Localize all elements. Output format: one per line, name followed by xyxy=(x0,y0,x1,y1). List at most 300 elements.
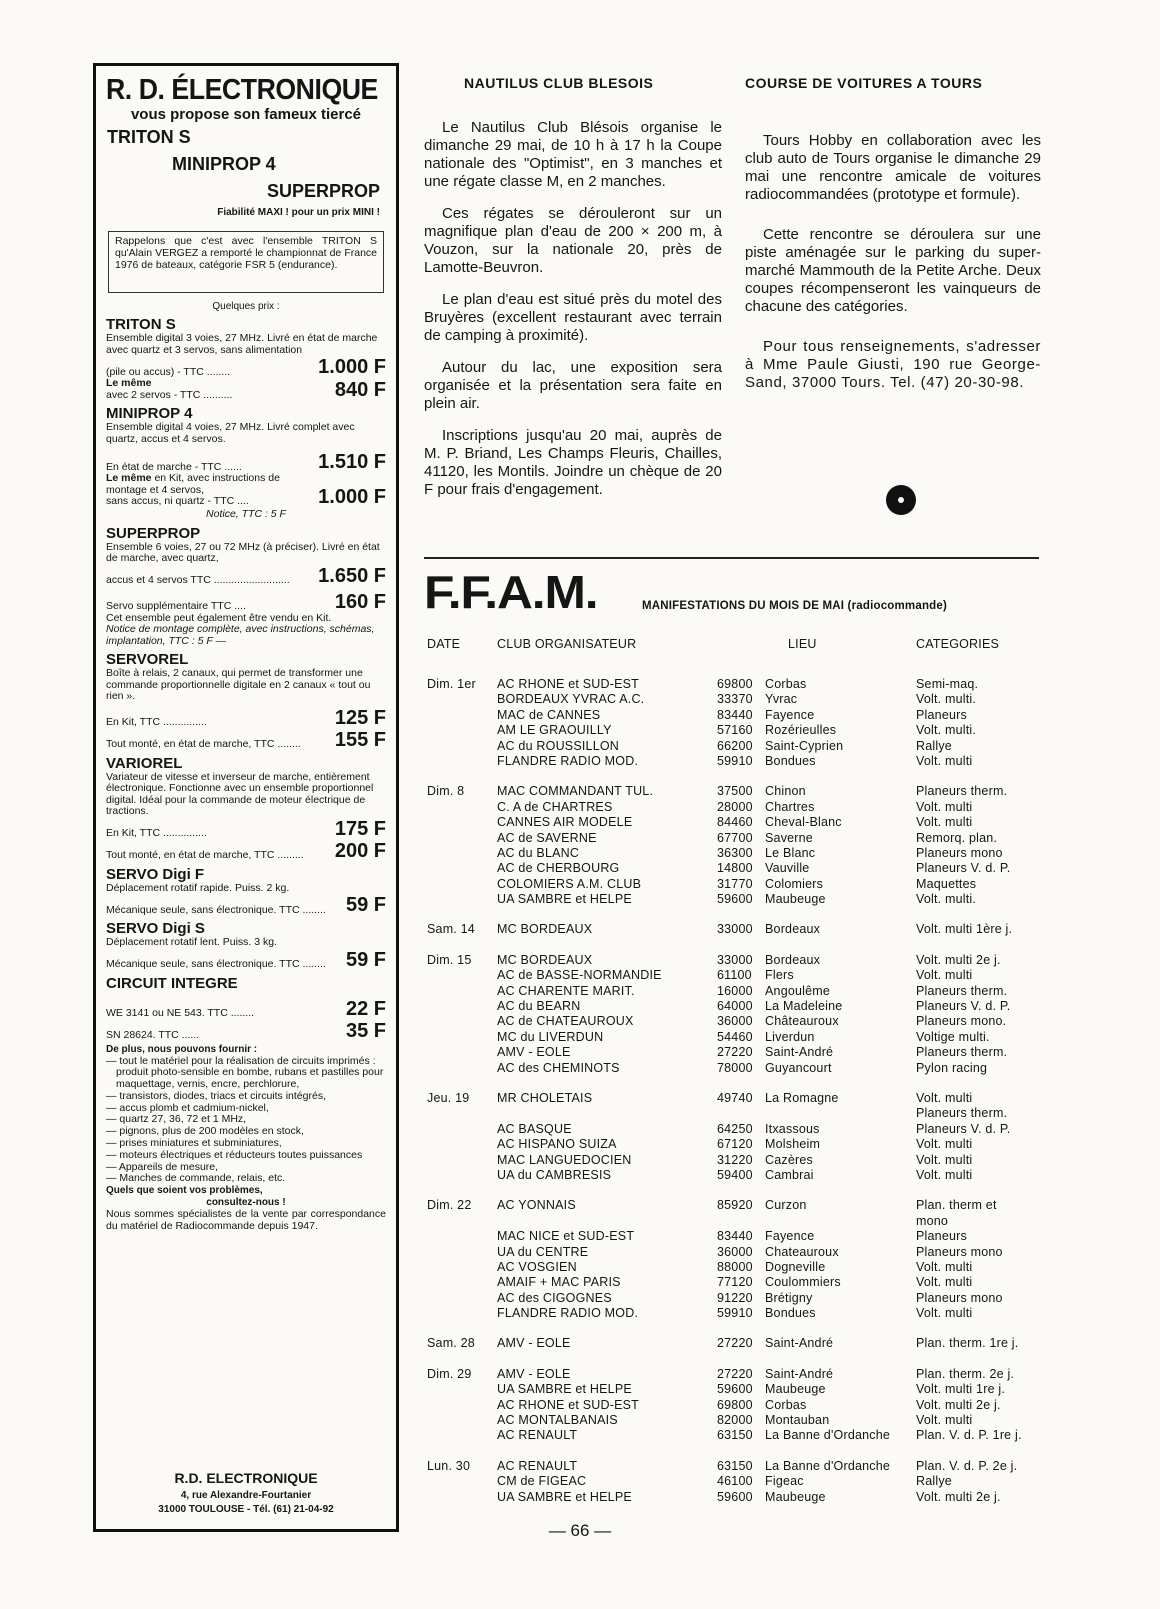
price-row xyxy=(106,378,386,401)
table-row xyxy=(424,999,1044,1014)
advertisement xyxy=(93,63,399,1532)
cell-postcode: 82000 xyxy=(717,1413,753,1428)
ad-company-name: R.D. ELECTRONIQUE xyxy=(174,1470,318,1486)
table-row xyxy=(424,953,1044,968)
product-desc: Ensemble digital 3 voies, 27 MHz. Livré en état de marche avec quartz et 3 servos, sans alimentation xyxy=(106,332,378,356)
table-row xyxy=(424,1061,1044,1076)
event-group xyxy=(424,1336,1044,1351)
price-value: 1.650 F xyxy=(318,564,386,587)
cell-town: Guyancourt xyxy=(765,1060,832,1075)
cell-club: AM LE GRAOUILLY xyxy=(497,723,612,738)
cell-category: Volt. multi. xyxy=(916,723,977,738)
table-row xyxy=(424,1030,1044,1045)
cell-postcode: 31770 xyxy=(717,876,753,891)
cell-club: AC VOSGIEN xyxy=(497,1259,577,1274)
cell-town: Maubeuge xyxy=(765,1489,826,1504)
cell-postcode: 27220 xyxy=(717,1366,753,1381)
cell-town: Saint-André xyxy=(765,1045,834,1060)
cell-category: Semi-maq. xyxy=(916,677,979,691)
price-label-bold: Le même xyxy=(106,377,152,389)
cell-date: Dim. 15 xyxy=(427,952,472,967)
group-spacer xyxy=(424,1183,1044,1198)
cell-postcode: 77120 xyxy=(717,1275,753,1290)
cell-club: MC BORDEAUX xyxy=(497,952,593,967)
cell-club: MAC de CANNES xyxy=(497,707,601,722)
price-value: 155 F xyxy=(334,728,386,751)
ad-quelques-prix: Quelques prix : xyxy=(212,301,280,312)
cell-club: UA SAMBRE et HELPE xyxy=(497,1489,632,1504)
cell-club: MAC LANGUEDOCIEN xyxy=(497,1152,632,1167)
price-row xyxy=(106,356,386,378)
cell-postcode: 84460 xyxy=(717,815,753,830)
cell-club: AMV - EOLE xyxy=(497,1336,571,1351)
cell-town: Saverne xyxy=(765,830,813,845)
table-row xyxy=(424,677,1044,692)
table-row xyxy=(424,922,1044,937)
cell-category: Volt. multi xyxy=(916,1413,973,1428)
table-row xyxy=(424,831,1044,846)
cell-postcode: 59600 xyxy=(717,892,753,907)
cell-postcode: 36300 xyxy=(717,845,753,860)
price-row xyxy=(106,818,386,840)
price-row xyxy=(106,949,386,971)
cell-category: Planeurs xyxy=(916,707,967,722)
price-label: WE 3141 ou NE 543. TTC ........ xyxy=(106,1007,255,1019)
cell-category: Volt. multi xyxy=(916,1152,973,1167)
cell-club: AC du BEARN xyxy=(497,999,581,1014)
cell-postcode: 59400 xyxy=(717,1167,753,1182)
price-label-text: sans accus, ni quartz - TTC .... xyxy=(106,495,249,507)
product-notice: Notice de montage complète, avec instructions, schémas, implantation, TTC : 5 F — xyxy=(106,623,375,647)
product-name: CIRCUIT INTEGRE xyxy=(106,974,238,992)
list-item: — Appareils de mesure, xyxy=(106,1160,219,1173)
table-row xyxy=(424,1137,1044,1152)
section-divider xyxy=(424,557,1039,559)
cell-club: UA du CENTRE xyxy=(497,1244,589,1259)
cell-postcode: 69800 xyxy=(717,1397,753,1412)
cell-town: Dogneville xyxy=(765,1259,826,1274)
cell-category: Planeurs V. d. P. xyxy=(916,1121,1011,1136)
cell-club: AC de BASSE-NORMANDIE xyxy=(497,968,662,983)
cell-town: Coulommiers xyxy=(765,1275,841,1290)
cell-town: Saint-André xyxy=(765,1366,834,1381)
cell-category: Planeurs therm. xyxy=(916,1045,1008,1060)
page-number: — 66 — xyxy=(548,1521,612,1540)
cell-postcode: 78000 xyxy=(717,1060,753,1075)
event-group xyxy=(424,1367,1044,1444)
cell-town: Itxassous xyxy=(765,1121,820,1136)
price-label xyxy=(106,473,318,508)
product-triton xyxy=(106,316,386,401)
cell-club: UA SAMBRE et HELPE xyxy=(497,892,632,907)
price-row xyxy=(106,1020,386,1042)
table-row xyxy=(424,739,1044,754)
table-row xyxy=(424,846,1044,861)
article-paragraph: Le Nautilus Club Blésois organise le dimanche 29 mai, de 10 h à 17 h la Coupe nationale des "Optimist", en 3 manches et une régate classe M, en 2 manches. xyxy=(424,119,722,190)
price-label: Tout monté, en état de marche, TTC ......... xyxy=(106,849,304,861)
table-row xyxy=(424,1229,1044,1244)
cell-category: Volt. multi. xyxy=(916,692,977,707)
price-row xyxy=(106,894,386,916)
event-group xyxy=(424,784,1044,907)
cell-category: Volt. multi 2e j. xyxy=(916,1489,1001,1504)
price-value: 1.000 F xyxy=(318,485,386,508)
cell-postcode: 67700 xyxy=(717,830,753,845)
cell-town: Chateauroux xyxy=(765,1244,839,1259)
table-row xyxy=(424,723,1044,738)
cell-club: AMV - EOLE xyxy=(497,1045,571,1060)
cell-town: Corbas xyxy=(765,677,807,691)
product-superprop xyxy=(106,525,386,648)
cell-date: Dim. 1er xyxy=(427,677,476,691)
cell-town: La Banne d'Ordanche xyxy=(765,1428,891,1443)
price-value: 175 F xyxy=(334,817,386,840)
cell-date: Sam. 14 xyxy=(427,922,475,937)
cell-town: Angoulême xyxy=(765,983,831,998)
product-variorel xyxy=(106,755,386,862)
cell-club: AC du ROUSSILLON xyxy=(497,738,619,753)
table-row xyxy=(424,784,1044,799)
price-label: accus et 4 servos TTC .......................... xyxy=(106,574,290,586)
product-name: SERVO Digi S xyxy=(106,920,205,937)
list-item: — pignons, plus de 200 modèles en stock, xyxy=(106,1125,304,1138)
group-spacer xyxy=(424,1321,1044,1336)
price-value: 22 F xyxy=(345,997,386,1020)
cell-category: Rallye xyxy=(916,738,952,753)
ad-fiabilite: Fiabilité MAXI ! pour un prix MINI ! xyxy=(217,207,380,218)
table-row xyxy=(424,692,1044,707)
cell-date: Dim. 29 xyxy=(427,1366,472,1381)
ffam-subtitle: MANIFESTATIONS DU MOIS DE MAI (radiocommande) xyxy=(642,600,948,612)
cell-town: Châteauroux xyxy=(765,1014,839,1029)
cell-club: UA SAMBRE et HELPE xyxy=(497,1382,632,1397)
price-value: 840 F xyxy=(334,379,386,401)
cell-postcode: 54460 xyxy=(717,1029,753,1044)
cell-category: Planeurs mono xyxy=(916,1244,1003,1259)
group-spacer xyxy=(424,1076,1044,1091)
cell-club: AC RHONE et SUD-EST xyxy=(497,1397,640,1412)
cell-category: Planeurs V. d. P. xyxy=(916,999,1011,1014)
cell-category: Pylon racing xyxy=(916,1060,988,1075)
cell-postcode: 33000 xyxy=(717,952,753,967)
cell-club: AC CHARENTE MARIT. xyxy=(497,983,635,998)
cell-postcode: 27220 xyxy=(717,1336,753,1351)
cell-town: Rozérieulles xyxy=(765,723,837,738)
product-servo-f xyxy=(106,866,386,917)
cell-postcode: 33370 xyxy=(717,692,753,707)
product-name: SERVOREL xyxy=(106,651,189,668)
group-spacer xyxy=(424,1444,1044,1459)
cell-postcode: 69800 xyxy=(717,677,753,691)
group-spacer xyxy=(424,907,1044,922)
price-label-text: avec 2 servos - TTC .......... xyxy=(106,388,233,401)
cell-town: Bordeaux xyxy=(765,952,821,967)
price-label: SN 28624. TTC ...... xyxy=(106,1029,200,1041)
table-row xyxy=(424,1367,1044,1382)
cell-club: AC des CHEMINOTS xyxy=(497,1060,620,1075)
price-label: En Kit, TTC ............... xyxy=(106,827,207,839)
list-item: — quartz 27, 36, 72 et 1 MHz, xyxy=(106,1113,247,1126)
cell-category: Plan. therm. 1re j. xyxy=(916,1336,1019,1351)
price-row xyxy=(106,565,386,587)
cell-town: Bordeaux xyxy=(765,922,821,937)
cell-postcode: 59910 xyxy=(717,1306,753,1321)
event-group xyxy=(424,953,1044,1076)
table-row xyxy=(424,1275,1044,1290)
cell-club: MC du LIVERDUN xyxy=(497,1029,604,1044)
table-row xyxy=(424,984,1044,999)
cell-category: Plan. V. d. P. 1re j. xyxy=(916,1428,1022,1443)
cell-category: Planeurs therm. xyxy=(916,784,1008,799)
ad-title: R. D. ÉLECTRONIQUE xyxy=(106,74,378,106)
cell-club: UA du CAMBRESIS xyxy=(497,1167,612,1182)
article-paragraph: Cette rencontre se déroulera sur une piste aménagée sur le parking du super-marché Mammouth de la Petite Arche. Deux coupes récompenseront les vainqueurs de chacune des catégories. xyxy=(745,226,1041,315)
price-value: 35 F xyxy=(345,1019,386,1042)
price-label: En Kit, TTC ............... xyxy=(106,716,207,728)
cell-town: Bondues xyxy=(765,753,816,768)
cell-postcode: 63150 xyxy=(717,1428,753,1443)
table-row xyxy=(424,1245,1044,1260)
product-name: VARIOREL xyxy=(106,754,183,772)
cell-postcode: 59600 xyxy=(717,1489,753,1504)
cell-town: Fayence xyxy=(765,707,815,722)
cell-town: Saint-André xyxy=(765,1336,834,1351)
cell-category: Planeurs therm. xyxy=(916,983,1008,998)
cell-category: Plan. therm. 2e j. xyxy=(916,1366,1015,1381)
cell-postcode: 63150 xyxy=(717,1458,753,1473)
cell-club: AC RENAULT xyxy=(497,1458,578,1473)
ad-supply-list xyxy=(106,1056,386,1186)
cell-town: Yvrac xyxy=(765,692,798,707)
table-row xyxy=(424,1428,1044,1443)
end-mark-icon xyxy=(886,485,916,515)
cell-postcode: 64250 xyxy=(717,1121,753,1136)
list-item: — transistors, diodes, triacs et circuits intégrés, xyxy=(106,1089,326,1102)
article-course xyxy=(745,74,1041,406)
header-categories: CATEGORIES xyxy=(916,637,1000,651)
cell-category: Volt. multi xyxy=(916,1275,973,1290)
cell-postcode: 31220 xyxy=(717,1152,753,1167)
price-value: 59 F xyxy=(345,948,386,971)
event-group xyxy=(424,922,1044,937)
cell-category: Plan. V. d. P. 2e j. xyxy=(916,1458,1018,1473)
product-miniprop xyxy=(106,405,386,521)
cell-postcode: 37500 xyxy=(717,784,753,799)
cell-postcode: 59600 xyxy=(717,1382,753,1397)
cell-postcode: 85920 xyxy=(717,1198,753,1213)
cell-date: Dim. 8 xyxy=(427,784,465,799)
cell-town: La Banne d'Ordanche xyxy=(765,1458,891,1473)
ad-consultez: consultez-nous ! xyxy=(206,1197,286,1209)
cell-postcode: 88000 xyxy=(717,1259,753,1274)
product-desc: Déplacement rotatif rapide. Puiss. 2 kg. xyxy=(106,881,290,894)
price-row xyxy=(106,707,386,729)
cell-category: Volt. multi 1re j. xyxy=(916,1382,1006,1397)
event-group xyxy=(424,677,1044,769)
article-paragraph: Ces régates se dérouleront sur un magnifique plan d'eau de 200 × 200 m, à Vouzon, sur la nationale 20, près de Lamotte-Beuvron. xyxy=(424,205,722,276)
cell-town: Flers xyxy=(765,968,794,983)
product-desc: Variateur de vitesse et inverseur de marche, entièrement électronique. Fonctionne avec un ensemble proportionnel digital. Idéal pour la commande de moteur électrique de tractions. xyxy=(106,770,374,817)
price-label: Tout monté, en état de marche, TTC ........ xyxy=(106,738,301,750)
table-row xyxy=(424,1122,1044,1137)
cell-town: Figeac xyxy=(765,1474,804,1489)
table-row xyxy=(424,1260,1044,1275)
price-label: Mécanique seule, sans électronique. TTC ........ xyxy=(106,903,326,916)
table-row xyxy=(424,1291,1044,1306)
cell-town: Le Blanc xyxy=(765,845,816,860)
price-row xyxy=(106,591,386,613)
cell-date: Dim. 22 xyxy=(427,1198,472,1213)
cell-club: AC RHONE et SUD-EST xyxy=(497,677,640,691)
table-row xyxy=(424,1153,1044,1168)
price-value: 59 F xyxy=(345,894,386,916)
table-row xyxy=(424,1306,1044,1321)
list-item: — tout le matériel pour la réalisation de circuits imprimés : produit photo-sensible en bombe, rubans et pastilles pour maquettage, vernis, encre, perchlorure, xyxy=(106,1054,384,1091)
cell-category: Maquettes xyxy=(916,876,977,891)
cell-club: AC YONNAIS xyxy=(497,1198,576,1213)
cell-town: Maubeuge xyxy=(765,892,826,907)
article-nautilus xyxy=(424,74,722,513)
cell-club: FLANDRE RADIO MOD. xyxy=(497,753,639,768)
cell-club: COLOMIERS A.M. CLUB xyxy=(497,876,642,891)
cell-town: Colomiers xyxy=(765,876,824,891)
cell-category: Volt. multi xyxy=(916,1306,973,1321)
cell-club: CM de FIGEAC xyxy=(497,1474,587,1489)
cell-postcode: 46100 xyxy=(717,1474,753,1489)
cell-town: La Romagne xyxy=(765,1090,839,1105)
cell-category: Rallye xyxy=(916,1474,952,1489)
table-row xyxy=(424,1014,1044,1029)
cell-date: Jeu. 19 xyxy=(427,1090,470,1105)
table-row xyxy=(424,1490,1044,1505)
table-row xyxy=(424,1106,1044,1121)
cell-town: Chinon xyxy=(765,784,806,799)
cell-club: C. A de CHARTRES xyxy=(497,799,613,814)
cell-town: Molsheim xyxy=(765,1137,821,1152)
cell-category: Plan. therm et mono xyxy=(916,1198,997,1228)
cell-town: Montauban xyxy=(765,1413,830,1428)
ad-quels-problemes: Quels que soient vos problèmes, xyxy=(106,1185,263,1197)
event-group xyxy=(424,1198,1044,1321)
cell-town: Saint-Cyprien xyxy=(765,738,844,753)
table-row xyxy=(424,861,1044,876)
cell-postcode: 33000 xyxy=(717,922,753,937)
table-row xyxy=(424,1091,1044,1106)
cell-category: Planeurs mono xyxy=(916,845,1003,860)
cell-club: MAC COMMANDANT TUL. xyxy=(497,784,654,799)
cell-category: Remorq. plan. xyxy=(916,830,998,845)
ad-brand-miniprop: MINIPROP 4 xyxy=(172,154,276,174)
cell-town: Chartres xyxy=(765,799,815,814)
cell-category: Planeurs mono xyxy=(916,1290,1003,1305)
cell-postcode: 36000 xyxy=(717,1244,753,1259)
cell-club: AC de SAVERNE xyxy=(497,830,597,845)
header-lieu: LIEU xyxy=(788,637,817,651)
price-row xyxy=(106,998,386,1020)
list-item: — Manches de commande, relais, etc. xyxy=(106,1172,286,1185)
product-name: MINIPROP 4 xyxy=(106,405,193,422)
ad-brand-triton: TRITON S xyxy=(107,127,191,147)
table-row xyxy=(424,892,1044,907)
cell-club: BORDEAUX YVRAC A.C. xyxy=(497,692,645,707)
cell-club: MR CHOLETAIS xyxy=(497,1090,593,1105)
cell-category: Volt. multi xyxy=(916,1259,973,1274)
price-value: 1.000 F xyxy=(318,356,386,378)
ad-street: 4, rue Alexandre-Fourtanier xyxy=(180,1490,312,1501)
product-desc: Cet ensemble peut également être vendu en Kit. xyxy=(106,611,332,624)
cell-postcode: 67120 xyxy=(717,1137,753,1152)
cell-town: Bondues xyxy=(765,1306,816,1321)
article-title: COURSE DE VOITURES A TOURS xyxy=(745,75,983,91)
cell-category: Volt. multi 2e j. xyxy=(916,1397,1001,1412)
cell-club: FLANDRE RADIO MOD. xyxy=(497,1306,639,1321)
ad-rappel-box: Rappelons que c'est avec l'ensemble TRITON S qu'Alain VERGEZ a remporté le championnat de France 1976 de bateaux, catégorie FSR 5 (endurance). xyxy=(108,231,384,293)
cell-town: Curzon xyxy=(765,1198,807,1213)
cell-category: Volt. multi xyxy=(916,1137,973,1152)
price-label-bold: Le même xyxy=(106,472,152,484)
table-row xyxy=(424,1336,1044,1351)
price-value: 125 F xyxy=(334,706,386,729)
cell-town: Brétigny xyxy=(765,1290,813,1305)
cell-postcode: 83440 xyxy=(717,707,753,722)
cell-postcode: 61100 xyxy=(717,968,752,983)
list-item: — prises miniatures et subminiatures, xyxy=(106,1137,282,1150)
price-value: 160 F xyxy=(334,590,386,613)
cell-category: Voltige multi. xyxy=(916,1029,990,1044)
table-row xyxy=(424,1459,1044,1474)
price-label: En état de marche - TTC ...... xyxy=(106,460,242,473)
cell-postcode: 66200 xyxy=(717,738,753,753)
price-label: Servo supplémentaire TTC .... xyxy=(106,600,246,612)
product-desc: Boîte à relais, 2 canaux, qui permet de transformer une commande proportionnelle digitale en 2 canaux « tout ou rien ». xyxy=(106,667,371,702)
cell-club: AC du BLANC xyxy=(497,845,580,860)
cell-category: Planeurs V. d. P. xyxy=(916,861,1011,876)
list-item: — accus plomb et cadmium-nickel, xyxy=(106,1101,269,1114)
cell-postcode: 49740 xyxy=(717,1090,753,1105)
cell-category: Volt. multi. xyxy=(916,892,977,907)
table-row xyxy=(424,1413,1044,1428)
cell-club: AC de CHATEAUROUX xyxy=(497,1014,634,1029)
cell-club: AMV - EOLE xyxy=(497,1366,571,1381)
product-name: TRITON S xyxy=(106,316,176,333)
article-paragraph: Autour du lac, une exposition sera organisée et la présentation sera faite en plein air. xyxy=(424,359,722,412)
cell-category: Planeurs mono. xyxy=(916,1014,1007,1029)
group-spacer xyxy=(424,938,1044,953)
ad-tagline: vous propose son fameux tiercé xyxy=(130,106,362,123)
product-servorel xyxy=(106,651,386,751)
cell-date: Sam. 28 xyxy=(427,1336,475,1351)
event-group xyxy=(424,1459,1044,1505)
cell-club: MC BORDEAUX xyxy=(497,922,593,937)
article-title: NAUTILUS CLUB BLESOIS xyxy=(464,75,654,91)
list-item: — moteurs électriques et réducteurs toutes puissances xyxy=(106,1148,363,1161)
cell-town: Liverdun xyxy=(765,1029,815,1044)
cell-postcode: 27220 xyxy=(717,1045,753,1060)
cell-town: Corbas xyxy=(765,1397,807,1412)
cell-club: AC BASQUE xyxy=(497,1121,572,1136)
table-row xyxy=(424,1168,1044,1183)
cell-club: AC RENAULT xyxy=(497,1428,578,1443)
cell-town: Cazères xyxy=(765,1152,813,1167)
product-servo-s xyxy=(106,920,386,971)
article-paragraph: Pour tous renseignements, s'adresser à Mme Paule Giusti, 190 rue George-Sand, 37000 Tours. Tel. (47) 20-30-98. xyxy=(745,338,1041,391)
cell-postcode: 16000 xyxy=(717,983,753,998)
cell-club: AMAIF + MAC PARIS xyxy=(497,1275,621,1290)
cell-category: Volt. multi xyxy=(916,815,973,830)
price-row xyxy=(106,729,386,751)
price-row xyxy=(106,840,386,862)
price-row xyxy=(106,451,386,473)
